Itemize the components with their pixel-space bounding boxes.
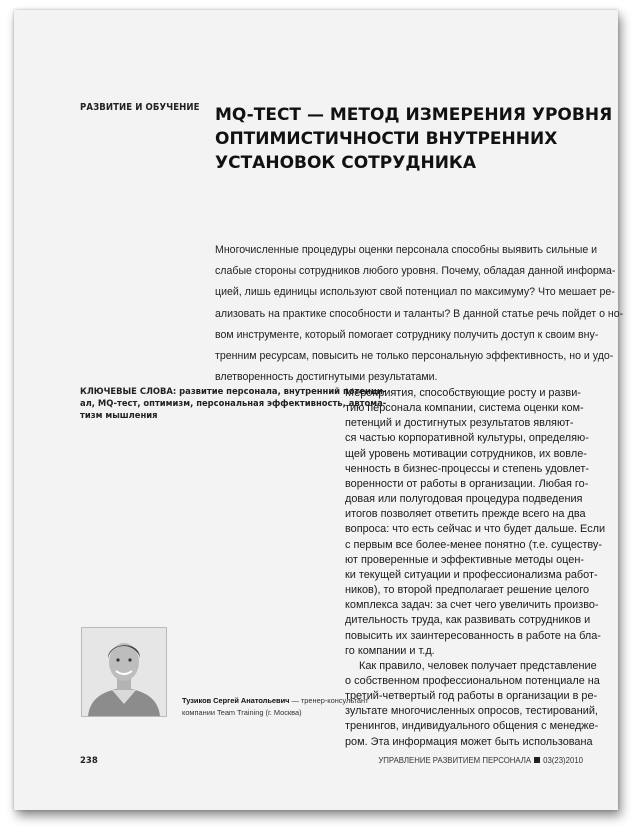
- body-line: ром. Эта информация может быть использована: [345, 735, 593, 748]
- lead-line: вом инструменте, который помогает сотруднику получить доступ к своим вну-: [215, 328, 599, 341]
- body-line: ся частью корпоративной культуры, определяю-: [345, 432, 589, 445]
- body-line: ников), то второй предполагает решение целого: [345, 584, 590, 597]
- keywords-line: ал, MQ-тест, оптимизм, персональная эффективность, автома-: [80, 398, 387, 408]
- page-number: 238: [80, 756, 98, 766]
- lead-line: слабые стороны сотрудников любого уровня. Почему, обладая данной информа-: [215, 265, 616, 278]
- body-line: ют проверенные и эффективные методы оцен-: [345, 553, 584, 566]
- body-line: воренности от работы в организации. Любая го-: [345, 477, 589, 490]
- body-line: довая или полугодовая процедура подведения: [345, 493, 583, 506]
- lead-line: тренним ресурсам, повысить не только персональную эффективность, но и удо-: [215, 350, 614, 363]
- article-body: [345, 386, 606, 750]
- body-line: зультате многочисленных опросов, тестирований,: [345, 705, 598, 718]
- title-line: MQ-ТЕСТ — МЕТОД ИЗМЕРЕНИЯ УРОВНЯ: [215, 105, 613, 125]
- body-line: комплекса задач: за счет чего увеличить произво-: [345, 599, 599, 612]
- body-line: Как правило, человек получает представление: [359, 659, 597, 672]
- magazine-page: [14, 10, 624, 810]
- body-line: дительность труда, как развивать сотрудников и: [345, 614, 591, 627]
- keywords-line: КЛЮЧЕВЫЕ СЛОВА: развитие персонала, внутренний потенци-: [80, 386, 387, 396]
- body-line: с первым все более-менее понятно (т.е. существу-: [345, 538, 602, 551]
- body-line: ки текущей ситуации и профессионализма работ-: [345, 568, 598, 581]
- author-photo: [81, 627, 167, 717]
- article-lead: [215, 240, 624, 388]
- body-line: тренингов, индивидуального общения с менедже-: [345, 720, 599, 733]
- author-caption: [182, 695, 369, 718]
- title-line: ОПТИМИСТИЧНОСТИ ВНУТРЕННИХ: [215, 129, 558, 149]
- title-line: УСТАНОВОК СОТРУДНИКА: [215, 153, 476, 173]
- lead-line: Многочисленные процедуры оценки персонала способны выявить сильные и: [215, 244, 598, 256]
- body-line: тию персонала компании, система оценки ком-: [345, 402, 584, 415]
- section-rubric: РАЗВИТИЕ И ОБУЧЕНИЕ: [80, 102, 200, 113]
- body-line: третий-четвертый год работы в организации в ре-: [345, 690, 598, 703]
- square-separator-icon: [534, 757, 540, 763]
- lead-line: цией, лишь единицы используют свой потенциал по максимуму? Что мешает ре-: [215, 286, 615, 299]
- article-title: [215, 103, 615, 175]
- body-line: Мероприятия, способствующие росту и разви-: [345, 387, 581, 399]
- body-line: о собственном профессиональном потенциале на: [345, 674, 600, 687]
- author-role: — тренер-консультант: [289, 696, 369, 705]
- journal-name: УПРАВЛЕНИЕ РАЗВИТИЕМ ПЕРСОНАЛА: [378, 756, 532, 765]
- author-company: компании Team Training (г. Москва): [182, 707, 302, 717]
- body-line: вопроса: что есть сейчас и что будет дальше. Если: [345, 523, 606, 536]
- journal-issue: 03(23)2010: [543, 756, 583, 765]
- author-line: [182, 695, 369, 707]
- body-line: петенций и достигнутых результатов являют-: [345, 417, 574, 430]
- body-line: ченность в бизнес-процессы и степень удовлет-: [345, 462, 589, 475]
- body-line: повысить их заинтересованность в работе на бла-: [345, 629, 601, 642]
- body-line: щей уровень мотивации сотрудников, их вовле-: [345, 447, 587, 460]
- keywords: [80, 385, 387, 421]
- lead-line: ализовать на практике способности и таланты? В данной статье речь пойдет о но-: [215, 307, 624, 320]
- body-line: го компании и т.д.: [345, 644, 435, 657]
- keywords-line: тизм мышления: [80, 410, 158, 420]
- journal-footer: [378, 756, 583, 765]
- author-name: Тузиков Сергей Анатольевич: [182, 696, 290, 705]
- body-line: итогов позволяет ответить прежде всего на два: [345, 508, 586, 521]
- lead-line: влетворенность достигнутыми результатами.: [215, 371, 438, 384]
